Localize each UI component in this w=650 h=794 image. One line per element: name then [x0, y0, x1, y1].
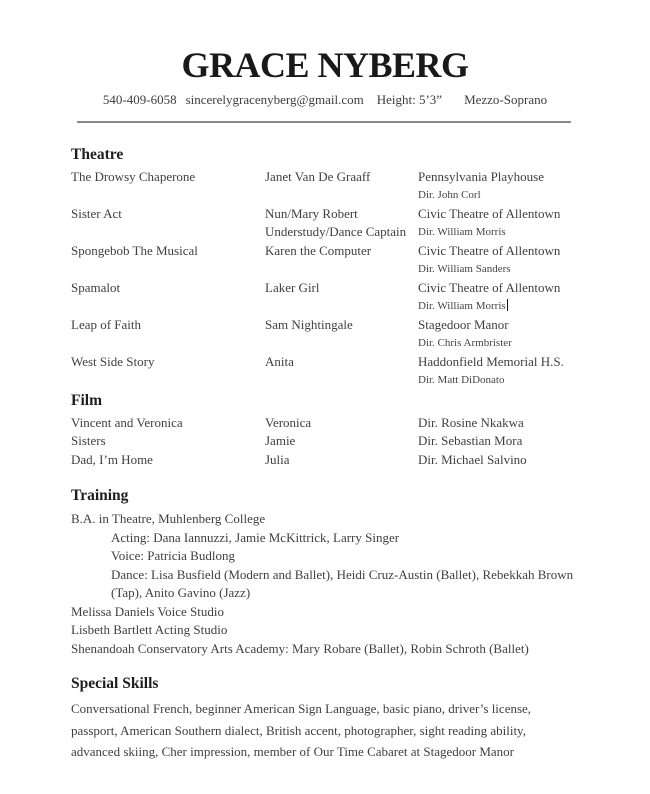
show-title: Spamalot [71, 279, 121, 295]
film-title-cell [71, 432, 265, 451]
theatre-row [71, 205, 579, 242]
role-cell [265, 242, 418, 279]
director-cell [418, 451, 579, 470]
role-name: Karen the Computer [265, 242, 372, 258]
show-title: West Side Story [71, 353, 155, 369]
role-cell [265, 353, 418, 390]
film-title: Sisters [71, 433, 106, 448]
training-line: Melissa Daniels Voice Studio [71, 603, 224, 619]
theatre-row [71, 168, 579, 205]
director-name [418, 186, 579, 205]
director-name-text: Dir. John Corl [418, 189, 481, 201]
director-name-text: Dir. William Morris [418, 226, 506, 238]
show-title: The Drowsy Chaperone [71, 168, 196, 184]
show-title: Sister Act [71, 205, 122, 221]
director-name-text: Dir. William Sanders [418, 263, 511, 275]
text-cursor [507, 299, 508, 311]
company-cell [418, 279, 579, 316]
section-title-special-skills: Special Skills [71, 675, 159, 692]
film-title: Dad, I’m Home [71, 451, 153, 467]
contact-height: Height: 5’3” [376, 92, 443, 107]
director-name [418, 260, 579, 279]
role-cell [265, 279, 418, 316]
role-name: Veronica [265, 414, 312, 430]
director-name: Dir. Rosine Nkakwa [418, 414, 524, 430]
role-name: Nun/Mary Robert [265, 205, 358, 221]
theatre-row [71, 316, 579, 353]
company-name: Civic Theatre of Allentown [418, 205, 561, 221]
film-credits-list [71, 414, 579, 470]
company-cell [418, 242, 579, 279]
section-title-film: Film [71, 391, 102, 409]
role-name: Laker Girl [265, 279, 320, 295]
contact-email: sincerelygracenyberg@gmail.com [185, 92, 364, 107]
show-title-cell [71, 353, 265, 390]
show-title-cell [71, 168, 265, 205]
training-line: Lisbeth Bartlett Acting Studio [71, 622, 228, 637]
role-cell [265, 432, 418, 451]
role-name: Julia [265, 451, 290, 467]
training-line: Voice: Patricia Budlong [111, 548, 235, 563]
theatre-row [71, 353, 579, 390]
section-title-theatre: Theatre [71, 145, 124, 163]
contact-voice-type: Mezzo-Soprano [464, 92, 548, 107]
training-line: B.A. in Theatre, Muhlenberg College [71, 511, 266, 526]
company-name: Pennsylvania Playhouse [418, 168, 545, 184]
role-name: Janet Van De Graaff [265, 168, 371, 184]
role-cell [265, 168, 418, 205]
role-name: Sam Nightingale [265, 316, 353, 332]
theatre-row [71, 279, 579, 316]
film-row [71, 451, 579, 470]
show-title-cell [71, 205, 265, 242]
director-name: Dir. Michael Salvino [418, 451, 527, 467]
film-title: Vincent and Veronica [71, 414, 183, 430]
company-name: Civic Theatre of Allentown [418, 242, 561, 258]
role-cell [265, 205, 418, 242]
role-cell [265, 414, 418, 433]
show-title-cell [71, 279, 265, 316]
section-title-training: Training [71, 487, 129, 504]
show-title-cell [71, 242, 265, 279]
role-cell [265, 316, 418, 353]
company-name: Civic Theatre of Allentown [418, 279, 561, 295]
company-name: Stagedoor Manor [418, 316, 509, 332]
resume-name: GRACE NYBERG [181, 45, 469, 85]
training-line: Shenandoah Conservatory Arts Academy: Mary Robare (Ballet), Robin Schroth (Ballet) [71, 640, 529, 656]
director-name: Dir. Sebastian Mora [418, 433, 523, 448]
company-cell [418, 168, 579, 205]
show-title: Leap of Faith [71, 316, 142, 332]
training-line: Dance: Lisa Busfield (Modern and Ballet), Heidi Cruz-Austin (Ballet), Rebekkah Brown (Tap), Anito Gavino (Jazz) [111, 566, 574, 600]
director-name-text: Dir. William Morris [418, 300, 506, 312]
film-row [71, 414, 579, 433]
training-list [71, 510, 579, 658]
theatre-row [71, 242, 579, 279]
director-cell [418, 414, 579, 433]
film-title-cell [71, 451, 265, 470]
role-cell [265, 451, 418, 470]
role-name-line2: Understudy/Dance Captain [265, 224, 407, 239]
director-name [418, 297, 579, 316]
company-cell [418, 353, 579, 390]
director-name-text: Dir. Matt DiDonato [418, 374, 505, 386]
director-name [418, 334, 579, 353]
contact-phone: 540-409-6058 [102, 92, 177, 107]
header-divider [77, 121, 571, 123]
director-name [418, 371, 579, 390]
director-cell [418, 432, 579, 451]
company-cell [418, 316, 579, 353]
role-name: Jamie [265, 433, 296, 448]
show-title-cell [71, 316, 265, 353]
contact-line [71, 92, 579, 108]
special-skills-text: Conversational French, beginner American Sign Language, basic piano, driver’s license, passport, American Southern dialect, British accent, photographer, sight reading ability, advanced skiing, Cher impression, member of Our Time Cabaret at Stagedoor Manor [71, 701, 532, 759]
company-name: Haddonfield Memorial H.S. [418, 353, 564, 369]
training-line: Acting: Dana Iannuzzi, Jamie McKittrick, Larry Singer [111, 529, 400, 545]
company-cell [418, 205, 579, 242]
role-name: Anita [265, 353, 294, 369]
show-title: Spongebob The Musical [71, 242, 198, 258]
director-name-text: Dir. Chris Armbrister [418, 337, 512, 349]
film-title-cell [71, 414, 265, 433]
director-name [418, 223, 579, 242]
theatre-credits-list [71, 168, 579, 390]
film-row [71, 432, 579, 451]
